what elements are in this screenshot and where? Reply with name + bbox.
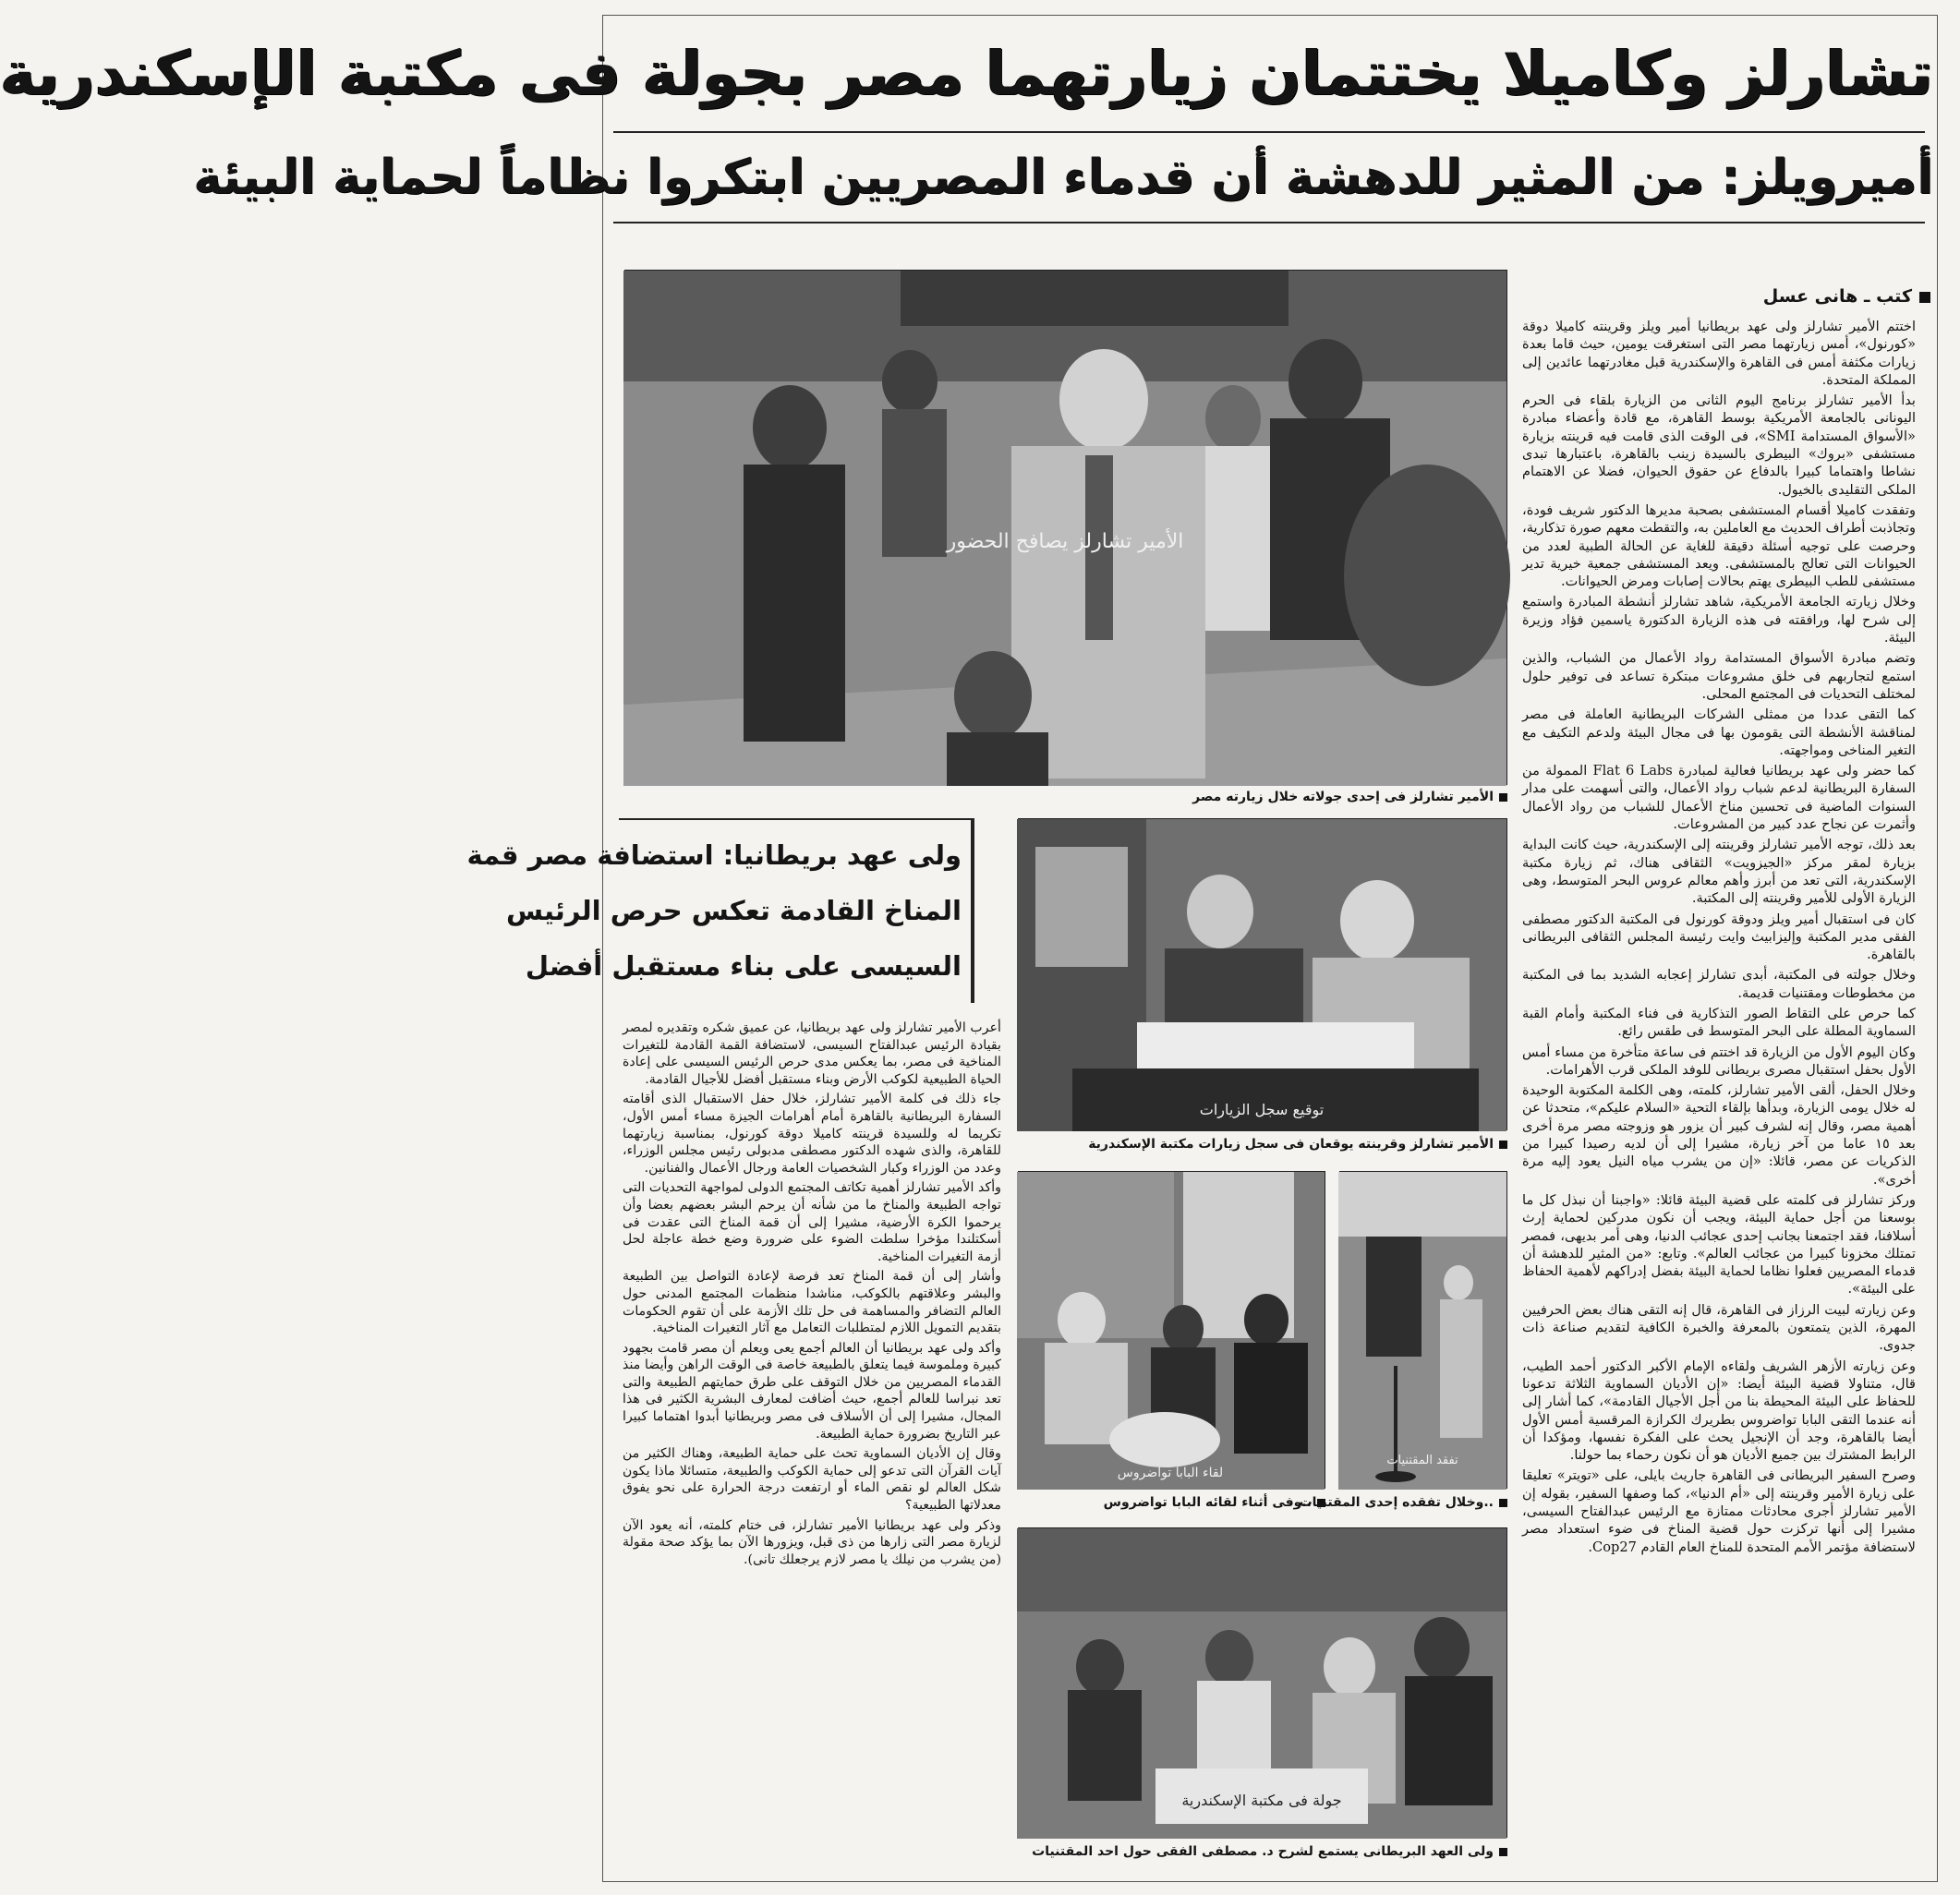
main-paragraph: كما التقى عددا من ممثلى الشركات البريطانية العاملة فى مصر لمناقشة الأنشطة التى يقومون بها فى مجال البيئة ولدعم التكيف مع التغير المناخى ومواجهته. <box>1522 706 1916 758</box>
photo-pope-meeting <box>1018 1171 1325 1489</box>
side-headline-line: ولى عهد بريطانيا: استضافة مصر قمة <box>466 839 962 871</box>
main-paragraph: بدأ الأمير تشارلز برنامج اليوم الثانى من الزيارة بلقاء فى الحرم اليونانى بالجامعة الأمريكية بوسط القاهرة، مع قادة وأعضاء مبادرة «الأسواق المستدامة SMI»، فى الوقت الذى قامت فيه قرينته بزيارة مستشفى «بروك» البيطرى بالسيدة زينب بالقاهرة، باعتبارها تبدى نشاطا واهتماما كبيرا بالدفاع عن حقوق الحيوان، فضلا عن الاهتمام الملكى التقليدى بالخيول. <box>1522 392 1916 498</box>
caption-photo1-text: الأمير تشارلز فى إحدى جولاته خلال زيارته مصر <box>1192 790 1494 804</box>
subheadline-divider <box>613 222 1925 223</box>
side-paragraph: جاء ذلك فى كلمة الأمير تشارلز، خلال حفل الاستقبال الذى أقامته السفارة البريطانية بالقاهرة أمام أهرامات الجيزة مساء أمس الأول، تكريما له وللسيدة قرينته كاميلا دوقة كورنول، بمناسبة زيارتهما للقاهرة، والذى شهده الدكتور مصطفى مدبولى رئيس مجلس الوزراء، وعدد من الوزراء وكبار الشخصيات العامة ورجال الأعمال والفنانين. <box>623 1092 1001 1176</box>
caption-photo2-text: الأمير تشارلز وقرينته يوقعان فى سجل زيارات مكتبة الإسكندرية <box>1088 1137 1494 1152</box>
side-story-column <box>623 1020 1001 1878</box>
caption-photo5-text: ولى العهد البريطانى يستمع لشرح د. مصطفى الفقى حول احد المقتنيات <box>1032 1844 1494 1859</box>
byline <box>1653 279 1930 314</box>
main-article-column <box>1522 318 1916 1878</box>
main-paragraph: وصرح السفير البريطانى فى القاهرة جاريث بايلى، على «تويتر» تعليقا على زيارة الأمير وقرينته إلى «أم الدنيا»، كما وصفها السفير، بقوله إن الأمير تشارلز أجرى محادثات ممتازة مع الرئيس عبدالفتاح السيسى، مشيرا إلى أنها تركزت حول قضية المناخ فى ضوء استعداد مصر لاستضافة مؤتمر الأمم المتحدة للمناخ العام القادم Cop27. <box>1522 1467 1916 1555</box>
caption-photo3-text: ..وفى أثناء لقائه البابا تواضروس <box>1103 1495 1312 1510</box>
photo-inspecting-artifact <box>1339 1171 1507 1489</box>
main-paragraph: وخلال زيارته الجامعة الأمريكية، شاهد تشارلز أنشطة المبادرة واستمع إلى شرح لها، ورافقته فى هذه الزيارة الدكتورة ياسمين فؤاد وزيرة البيئة. <box>1522 594 1916 646</box>
square-bullet-icon <box>1499 1848 1507 1856</box>
byline-text: كتب ـ هانى عسل <box>1762 286 1912 307</box>
side-paragraph: وقال إن الأديان السماوية تحث على حماية الطبيعة، وهناك الكثير من آيات القرآن التى تدعو إلى حماية الكوكب والطبيعة، متسائلا ماذا يكون شكل العالم لو نقص الماء أو ارتفعت درجة الحرارة على نحو يفوق معدلاتها الطبيعية؟ <box>623 1446 1001 1514</box>
main-paragraph: وتضم مبادرة الأسواق المستدامة رواد الأعمال من الشباب، والذين استمع لتجاربهم فى خلق مشروعات مبتكرة تساعد فى توفير حلول لمختلف التحديات فى المجتمع المحلى. <box>1522 650 1916 702</box>
caption-photo4 <box>1299 1492 1507 1515</box>
main-paragraph: وركز تشارلز فى كلمته على قضية البيئة قائلا: «واجبنا أن نبذل كل ما بوسعنا من أجل حماية البيئة، ويجب أن نكون مدركين لحماية إرث أسلافنا، فقد اجتمعنا بجانب إحدى عجائب الدنيا، وهى أمر بديهى، فمصر تمتلك مخزونا كبيرا من عجائب العالم». وتابع: «من المثير للدهشة أن قدماء المصريين فعلوا نظاما لحماية البيئة بفضل إدراكهم لأهمية الحفاظ على البيئة». <box>1522 1191 1916 1298</box>
headline-divider <box>613 131 1925 133</box>
main-paragraph: بعد ذلك، توجه الأمير تشارلز وقرينته إلى الإسكندرية، حيث كانت البداية بزيارة لمقر مركز «الجيزويت» الثقافى هناك، ثم زيارة مكتبة الإسكندرية، التى تعد من أبرز وأهم معالم عروس البحر المتوسط، وهى الزيارة الأولى للأمير وقرينته إلى المكتبة. <box>1522 837 1916 907</box>
caption-photo1 <box>1033 787 1507 809</box>
caption-photo3 <box>1018 1492 1325 1515</box>
main-paragraph: وخلال جولته فى المكتبة، أبدى تشارلز إعجابه الشديد بما فى المكتبة من مخطوطات ومقتنيات قديمة. <box>1522 967 1916 1001</box>
side-headline-line: السيسى على بناء مستقبل أفضل <box>525 950 962 982</box>
side-story-headline <box>466 818 974 1003</box>
side-paragraph: وأشار إلى أن قمة المناخ تعد فرصة لإعادة التواصل بين الطبيعة والبشر وعلاقتهم بالكوكب، مناشدا منظمات المجتمع المدنى حول العالم التضافر والمساهمة فى حل تلك الأزمة على أن تقوم الحكومات بتقديم التمويل اللازم لمتطلبات التعامل مع آثار التغيرات المناخية. <box>623 1269 1001 1336</box>
photo4-label: تفقد المقتنيات <box>1386 1454 1458 1467</box>
caption-photo5 <box>1018 1841 1507 1864</box>
main-paragraph: وكان اليوم الأول من الزيارة قد اختتم فى ساعة متأخرة من مساء أمس الأول بحفل استقبال مصرى بريطانى للوفد الملكى قرب الأهرامات. <box>1522 1044 1916 1078</box>
photo-guestbook-signing <box>1018 818 1507 1130</box>
main-paragraph: اختتم الأمير تشارلز ولى عهد بريطانيا أمير ويلز وقرينته كاميلا دوقة «كورنول»، أمس زيارتهما مصر التى استغرقت يومين، حيث قاما بعدة زيارات مكثفة أمس فى القاهرة والإسكندرية قبل مغادرتهما عائدين إلى المملكة المتحدة. <box>1522 319 1916 388</box>
photo-prince-walkabout <box>624 270 1507 785</box>
headline: تشارلز وكاميلا يختتمان زيارتهما مصر بجولة فى مكتبة الإسكندرية <box>0 38 1933 109</box>
caption-photo4-text: ..وخلال تفقده إحدى المقتنيات <box>1299 1495 1494 1510</box>
main-paragraph: كان فى استقبال أمير ويلز ودوقة كورنول فى المكتبة الدكتور مصطفى الفقى مدير المكتبة وإليزابيث وايت رئيسة المجلس الثقافى البريطانى بالقاهرة. <box>1522 911 1916 963</box>
square-bullet-icon <box>1499 1499 1507 1507</box>
photo5-label: جولة فى مكتبة الإسكندرية <box>1181 1792 1342 1809</box>
photo-library-tour <box>1018 1527 1507 1838</box>
side-headline-line: المناخ القادمة تعكس حرص الرئيس <box>506 895 962 926</box>
main-paragraph: وتفقدت كاميلا أقسام المستشفى بصحبة مديرها الدكتور شريف فودة، وتجاذبت أطراف الحديث مع العاملين به، والتقطت معهم صورة تذكارية، وحرصت على توجيه أسئلة دقيقة للغاية عن الحالة الطبية لعدد من الحيوانات التى تعالج بالمستشفى. ويعد المستشفى جمعية خيرية تدير مستشفى للطب البيطرى يهتم بحالات إصابات ومرض الحيوانات. <box>1522 501 1916 590</box>
photo3-label: لقاء البابا تواضروس <box>1117 1466 1224 1480</box>
side-paragraph: وذكر ولى عهد بريطانيا الأمير تشارلز، فى ختام كلمته، أنه يعود الآن لزيارة مصر التى زارها من ذى قبل، ويزورها الآن بما يؤكد صحة مقولة (من يشرب من نيلك يا مصر لازم يرجعلك تانى). <box>623 1517 1001 1567</box>
square-bullet-icon <box>1499 1141 1507 1149</box>
photo1-label: الأمير تشارلز يصافح الحضور <box>946 530 1184 553</box>
side-paragraph: أعرب الأمير تشارلز ولى عهد بريطانيا، عن عميق شكره وتقديره لمصر بقيادة الرئيس عبدالفتاح السيسى، لاستضافة القمة القادمة للتغيرات المناخية فى مصر، بما يعكس مدى حرص الرئيس السيسى على إعادة الحياة الطبيعية لكوكب الأرض وبناء مستقبل أفضل للأجيال القادمة. <box>623 1020 1001 1087</box>
side-paragraph: وأكد ولى عهد بريطانيا أن العالم أجمع يعى ويعلم أن مصر قامت بجهود كبيرة وملموسة فيما يتعلق بالطبيعة خاصة فى الوقت الراهن وأيضا منذ القدماء المصريين من خلال التوقف على طرق حمايتهم الطبيعة والتى تعد نبراسا للعالم أجمع، حيث أضافت لمعارف البشرية الكثير فى هذا المجال، مشيرا إلى أن الأسلاف فى مصر وبريطانيا أبدوا اهتماما كبيرا عبر التاريخ بضرورة حماية الطبيعة. <box>623 1340 1001 1442</box>
caption-photo2 <box>1018 1134 1507 1156</box>
main-paragraph: كما حرص على التقاط الصور التذكارية فى فناء المكتبة وأمام القبة السماوية المطلة على البحر المتوسط فى طقس رائع. <box>1522 1005 1916 1040</box>
main-paragraph: وعن زيارته الأزهر الشريف ولقاءه الإمام الأكبر الدكتور أحمد الطيب، قال، متناولا قضية البيئة أيضا: «إن الأديان السماوية الثلاثة تدعونا للحفاظ على البيئة المحيطة بنا من أجل الأجيال القادمة»، كما أشار إلى أنه عندما التقى البابا تواضروس بطريرك الكرازة المرقسية أمس الأول أيضا بالقاهرة، وجد أن الإنجيل يحث على الفكرة نفسها، ومؤكدا أن الرابط المشترك بين جميع الأديان هو أن نكون رحماء بما حولنا. <box>1522 1358 1916 1464</box>
main-paragraph: وخلال الحفل، ألقى الأمير تشارلز، كلمته، وهى الكلمة المكتوبة الوحيدة له خلال يومى الزيارة، وبدأها بإلقاء التحية «السلام عليكم»، متحدثا عن أهمية مصر، وقال إنه لشرف كبير أن يزور هو وزوجته مصر مرة أخرى بعد ١٥ عاما من آخر زيارة، مشيرا إلى أن لديه رصيدا كبيرا من الذكريات عن مصر، قائلا: «إن من يشرب مياه النيل يعود إليه مرة أخرى». <box>1522 1082 1916 1188</box>
subheadline: أميرويلز: من المثير للدهشة أن قدماء المصريين ابتكروا نظاماً لحماية البيئة <box>193 150 1933 205</box>
photo2-label: توقيع سجل الزيارات <box>1199 1101 1325 1118</box>
main-paragraph: وعن زيارته لبيت الرزاز فى القاهرة، قال إنه التقى هناك بعض الحرفيين المهرة، الذين يتمتعون بالمعرفة والخبرة الكافية لتقديم صناعة ذات جدوى. <box>1522 1301 1916 1354</box>
main-paragraph: كما حضر ولى عهد بريطانيا فعالية لمبادرة Flat 6 Labs الممولة من السفارة البريطانية لدعم شباب رواد الأعمال، والتى أسهمت على مدار السنوات الماضية فى تحسين مناخ الأعمال للشباب من رواد الأعمال وأثمرت عن نجاح عدد كبير من المشروعات. <box>1522 763 1916 833</box>
side-paragraph: وأكد الأمير تشارلز أهمية تكاتف المجتمع الدولى لمواجهة التحديات التى تواجه الطبيعة والمناخ ما من شأنه أن يرحم البشر بعضهم بعضا وأن يرحموا الكرة الأرضية، مشيرا إلى أن قمة المناخ التى عقدت فى أسكتلندا مؤخرا سلطت الضوء على ضرورة وضع خطة عاجلة لحل أزمة التغيرات المناخية. <box>623 1180 1001 1264</box>
square-bullet-icon <box>1499 793 1507 802</box>
square-bullet-icon <box>1919 292 1930 303</box>
